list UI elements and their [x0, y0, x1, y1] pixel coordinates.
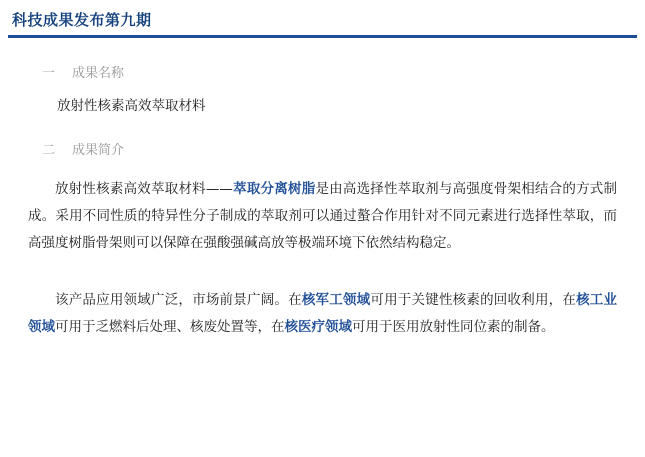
- section-label: 成果名称: [72, 66, 125, 81]
- section-heading-name: [0, 62, 645, 81]
- intro-paragraph-1: [28, 176, 617, 257]
- intro-p2-text-d: 可用于医用放射性同位素的制备。: [352, 319, 555, 335]
- page-title: 科技成果发布第九期: [12, 11, 152, 29]
- section-heading-intro: [0, 139, 645, 158]
- intro-p1-text-a: 放射性核素高效萃取材料——: [55, 181, 233, 197]
- section-number: 一: [42, 66, 56, 81]
- header-divider: [8, 35, 637, 38]
- keyword-nuclear-industry-field: 核工业领域: [28, 292, 618, 335]
- intro-paragraph-2: [28, 287, 617, 341]
- section-number: 二: [42, 143, 56, 158]
- section-label: 成果简介: [72, 143, 125, 158]
- keyword-nuclear-military-field: 核军工领域: [301, 292, 371, 308]
- achievement-name-value: 放射性核素高效萃取材料: [57, 98, 206, 114]
- intro-p2-text-b: 可用于关键性核素的回收利用，在: [370, 292, 577, 308]
- keyword-nuclear-medical-field: 核医疗领域: [284, 319, 352, 335]
- intro-p1-text-b: 是由高选择性萃取剂与高强度骨架相结合的方式制成。采用不同性质的特异性分子制成的萃取剂可以通过螯合作用针对不同元素进行选择性萃取，而高强度树脂骨架则可以保障在强酸强碱高放等极端环境下依然结构稳定。: [28, 181, 618, 251]
- keyword-extraction-resin: 萃取分离树脂: [232, 181, 316, 197]
- document-page: [0, 10, 645, 457]
- intro-p2-text-a: 该产品应用领域广泛，市场前景广阔。在: [55, 292, 302, 308]
- intro-p2-text-c: 可用于乏燃料后处理、核废处置等，在: [55, 319, 285, 335]
- document-header: [8, 10, 637, 40]
